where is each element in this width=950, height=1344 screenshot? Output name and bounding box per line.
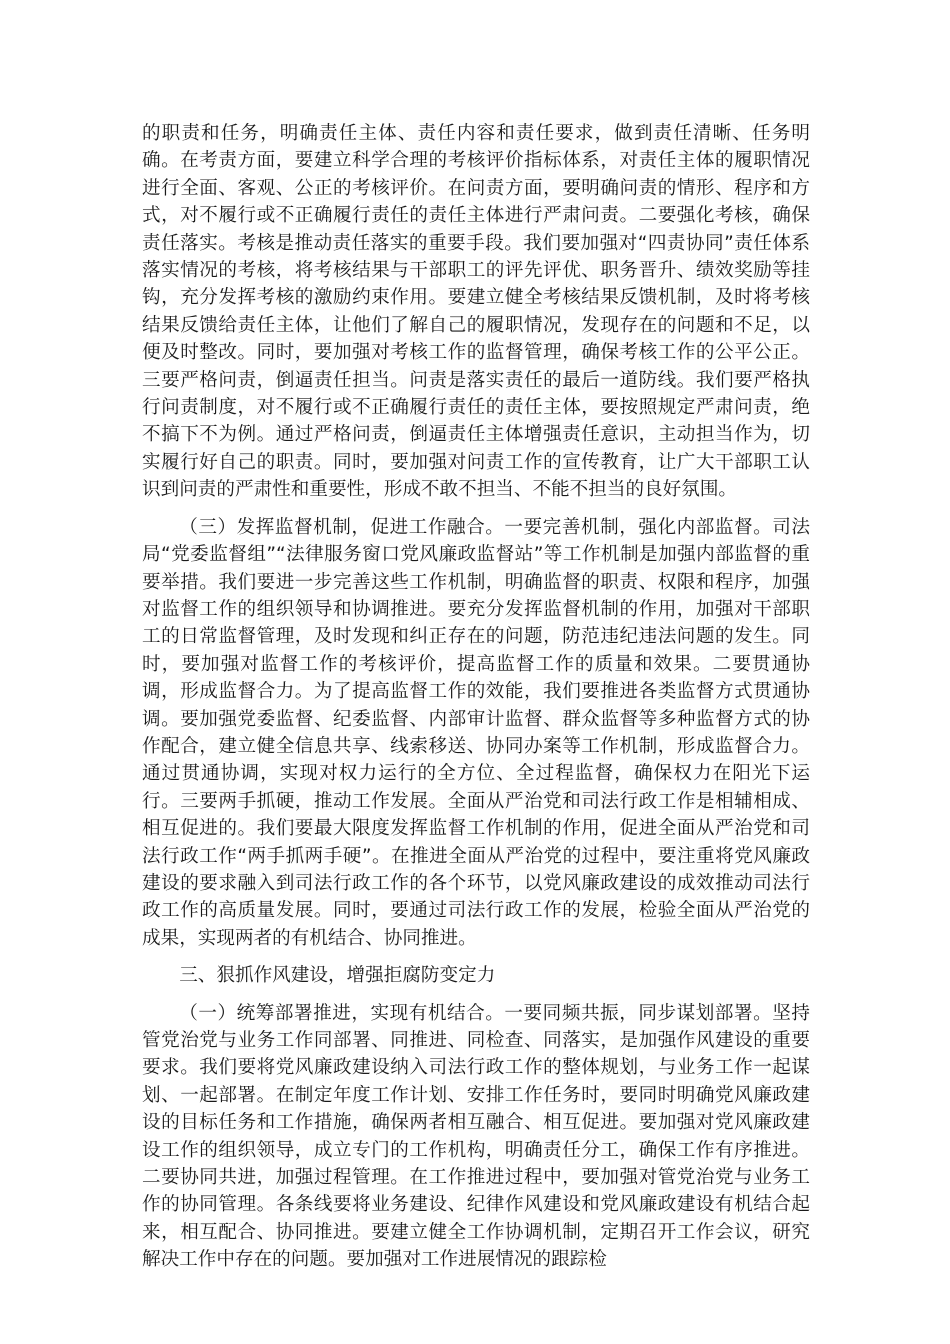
section-heading-work-style: 三、狠抓作风建设，增强拒腐防变定力 xyxy=(179,965,496,987)
document-body xyxy=(142,120,810,1284)
paragraph-coordinated-deployment: （一）统筹部署推进，实现有机结合。一要同频共振，同步谋划部署。坚持管党治党与业务工作同部署、同推进、同检查、同落实，是加强作风建设的重要要求。我们要将党风廉政建设纳入司法行政工作的整体规划，与业务工作一起谋划、一起部署。在制定年度工作计划、安排工作任务时，要同时明确党风廉政建设的目标任务和工作措施，确保两者相互融合、相互促进。要加强对党风廉政建设工作的组织领导，成立专门的工作机构，明确责任分工，确保工作有序推进。二要协同共进，加强过程管理。在工作推进过程中，要加强对管党治党与业务工作的协同管理。各条线要将业务建设、纪律作风建设和党风廉政建设有机结合起来，相互配合、协同推进。要建立健全工作协调机制，定期召开工作会议，研究解决工作中存在的问题。要加强对工作进展情况的跟踪检 xyxy=(142,1002,810,1271)
paragraph-supervision-mechanism: （三）发挥监督机制，促进工作融合。一要完善机制，强化内部监督。司法局“党委监督组”“法律服务窗口党风廉政监督站”等工作机制是加强内部监督的重要举措。我们要进一步完善这些工作机制，明确监督的职责、权限和程序，加强对监督工作的组织领导和协调推进。要充分发挥监督机制的作用，加强对干部职工的日常监督管理，及时发现和纠正存在的问题，防范违纪违法问题的发生。同时，要加强对监督工作的考核评价，提高监督工作的质量和效果。二要贯通协调，形成监督合力。为了提高监督工作的效能，我们要推进各类监督方式贯通协调。要加强党委监督、纪委监督、内部审计监督、群众监督等多种监督方式的协作配合，建立健全信息共享、线索移送、协同办案等工作机制，形成监督合力。通过贯通协调，实现对权力运行的全方位、全过程监督，确保权力在阳光下运行。三要两手抓硬，推动工作发展。全面从严治党和司法行政工作是相辅相成、相互促进的。我们要最大限度发挥监督工作机制的作用，促进全面从严治党和司法行政工作“两手抓两手硬”。在推进全面从严治党的过程中，要注重将党风廉政建设的要求融入到司法行政工作的各个环节，以党风廉政建设的成效推动司法行政工作的高质量发展。同时，要通过司法行政工作的发展，检验全面从严治党的成果，实现两者的有机结合、协同推进。 xyxy=(142,516,810,949)
paragraph-responsibility-continuation: 的职责和任务，明确责任主体、责任内容和责任要求，做到责任清晰、任务明确。在考责方面，要建立科学合理的考核评价指标体系，对责任主体的履职情况进行全面、客观、公正的考核评价。在问责方面，要明确问责的情形、程序和方式，对不履行或不正确履行责任的责任主体进行严肃问责。二要强化考核，确保责任落实。考核是推动责任落实的重要手段。我们要加强对“四责协同”责任体系落实情况的考核，将考核结果与干部职工的评先评优、职务晋升、绩效奖励等挂钩，充分发挥考核的激励约束作用。要建立健全考核结果反馈机制，及时将考核结果反馈给责任主体，让他们了解自己的履职情况，发现存在的问题和不足，以便及时整改。同时，要加强对考核工作的监督管理，确保考核工作的公平公正。三要严格问责，倒逼责任担当。问责是落实责任的最后一道防线。我们要严格执行问责制度，对不履行或不正确履行责任的责任主体，要按照规定严肃问责，绝不搞下不为例。通过严格问责，倒逼责任主体增强责任意识，主动担当作为，切实履行好自己的职责。同时，要加强对问责工作的宣传教育，让广大干部职工认识到问责的严肃性和重要性，形成不敢不担当、不能不担当的良好氛围。 xyxy=(142,123,810,501)
